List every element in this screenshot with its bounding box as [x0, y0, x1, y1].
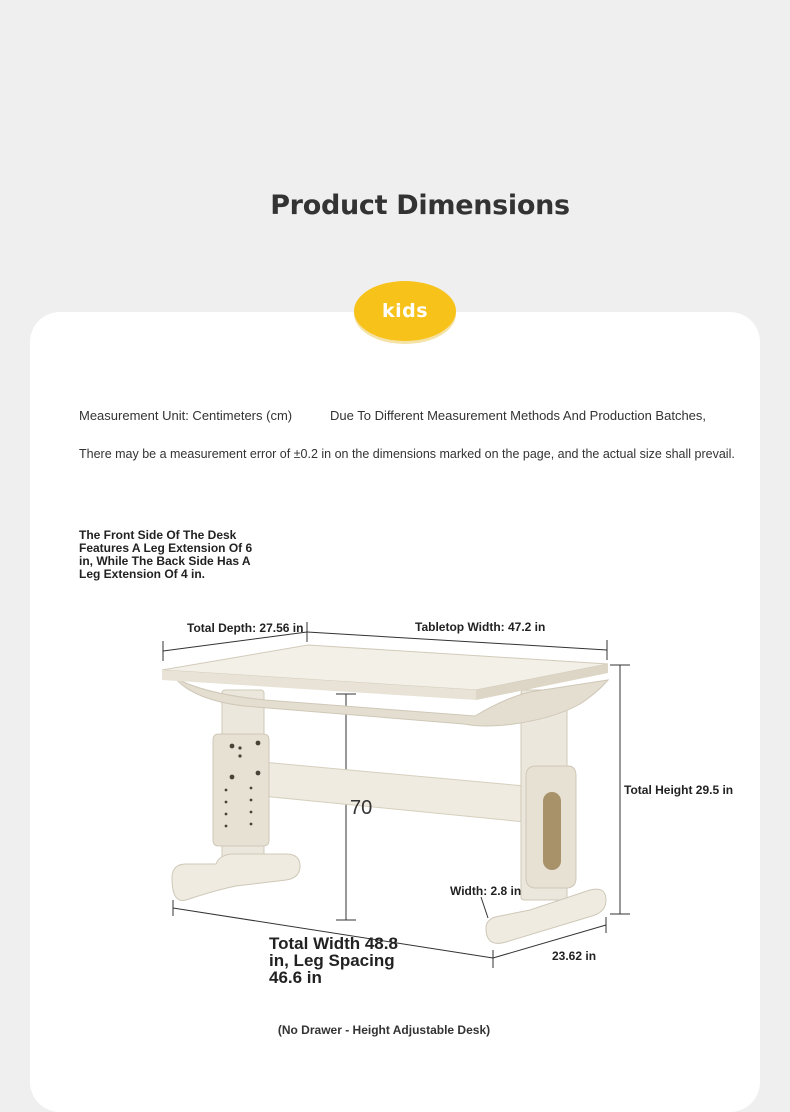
leg-extension-note: The Front Side Of The Desk Features A Leg Extension Of 6 in, While The Back Side Has A Leg Extension Of 4 in.: [79, 528, 253, 581]
tabletop-width-label: Tabletop Width: 47.2 in: [415, 620, 546, 634]
kids-badge-text: kids: [381, 300, 429, 322]
total-depth-label: Total Depth: 27.56 in: [187, 621, 304, 635]
kids-badge: [354, 281, 456, 341]
total-height-label: Total Height 29.5 in: [624, 783, 734, 797]
desk-shape: [162, 645, 608, 943]
inner-height-value: 70: [350, 797, 373, 819]
product-caption: (No Drawer - Height Adjustable Desk): [277, 1023, 491, 1037]
leg-width-label: Width: 2.8 in: [450, 884, 522, 898]
measurement-error-text: There may be a measurement error of ±0.2 in on the dimensions marked on the page, and the actual size shall prevail.: [79, 447, 735, 461]
measurement-notice-text: Due To Different Measurement Methods And Production Batches,: [330, 408, 707, 423]
measurement-unit-text: Measurement Unit: Centimeters (cm): [79, 408, 293, 423]
total-width-label: Total Width 48.8 in, Leg Spacing 46.6 in: [269, 934, 398, 987]
page-title: Product Dimensions: [270, 190, 570, 221]
base-depth-label: 23.62 in: [552, 949, 597, 963]
